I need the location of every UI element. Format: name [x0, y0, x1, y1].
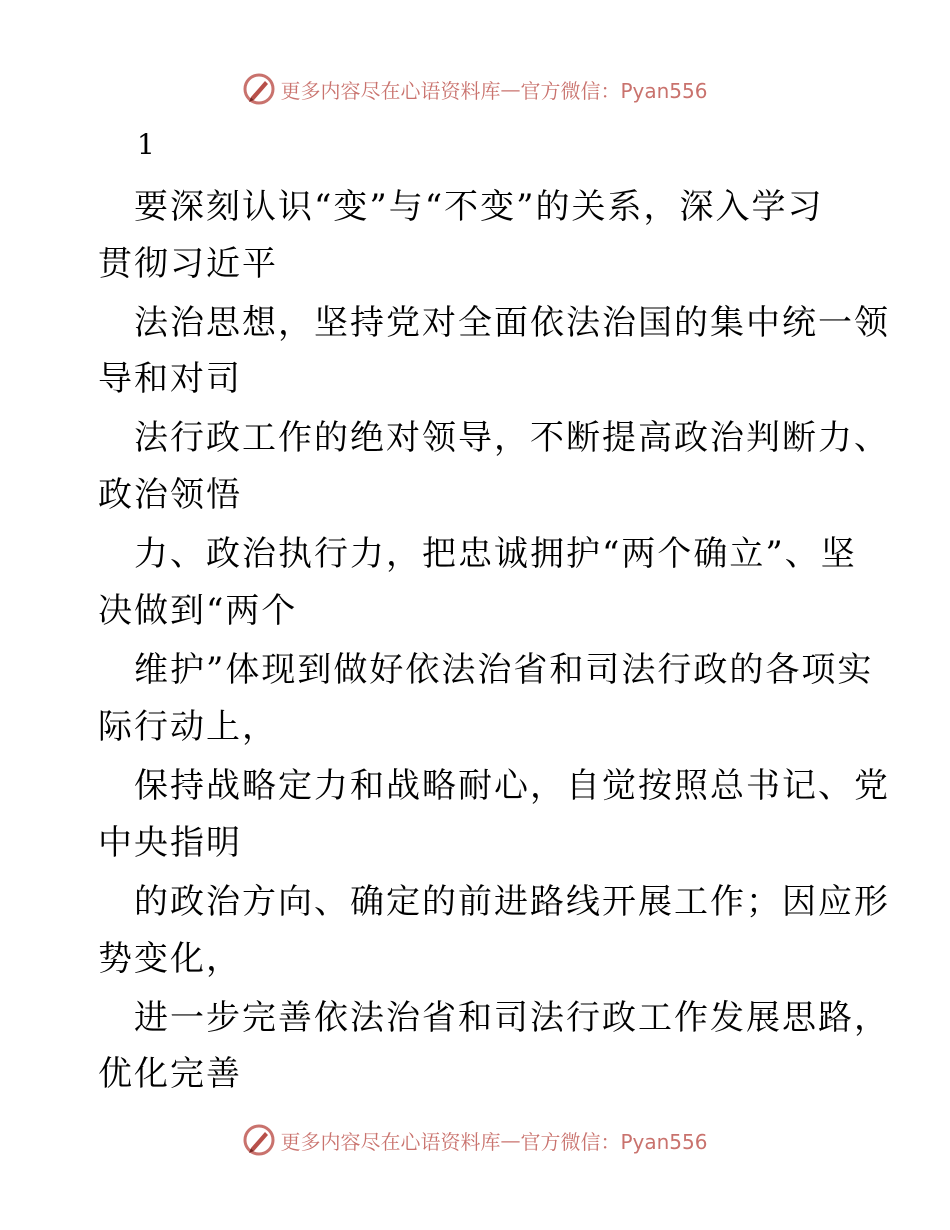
footer-watermark — [0, 1120, 950, 1160]
text-line: 的政治方向、确定的前进路线开展工作；因应形 — [134, 882, 890, 922]
text-line: 贯彻习近平 — [98, 244, 278, 284]
text-line: 进一步完善依法治省和司法行政工作发展思路， — [134, 998, 890, 1038]
header-watermark — [0, 69, 950, 109]
text-line: 力、政治执行力，把忠诚拥护“两个确立”、坚 — [134, 534, 857, 574]
pen-logo-icon — [242, 1123, 276, 1157]
watermark-site-text: 更多内容尽在心语资料库 — [280, 78, 501, 103]
text-line: 维护”体现到做好依法治省和司法行政的各项实 — [134, 650, 874, 690]
watermark-dash: — — [500, 77, 521, 101]
text-line: 政治领悟 — [98, 475, 242, 515]
text-line: 法行政工作的绝对领导，不断提高政治判断力、 — [134, 418, 890, 458]
text-line: 优化完善 — [98, 1054, 242, 1094]
text-line: 中央指明 — [98, 823, 242, 863]
text-line: 势变化， — [98, 939, 242, 979]
text-line: 要深刻认识“变”与“不变”的关系，深入学习 — [134, 187, 824, 227]
watermark-dash: — — [500, 1128, 521, 1152]
pen-logo-icon — [242, 72, 276, 106]
watermark-wechat-text: 官方微信：Pyan556 — [520, 1129, 708, 1154]
text-line: 导和对司 — [98, 359, 242, 399]
text-line: 保持战略定力和战略耐心，自觉按照总书记、党 — [134, 766, 890, 806]
watermark-wechat-text: 官方微信：Pyan556 — [520, 78, 708, 103]
text-line: 法治思想，坚持党对全面依法治国的集中统一领 — [134, 303, 890, 343]
text-line: 际行动上， — [98, 707, 278, 747]
watermark-site-text: 更多内容尽在心语资料库 — [280, 1129, 501, 1154]
page-number: 1 — [137, 128, 155, 161]
text-line: 决做到“两个 — [98, 591, 298, 631]
